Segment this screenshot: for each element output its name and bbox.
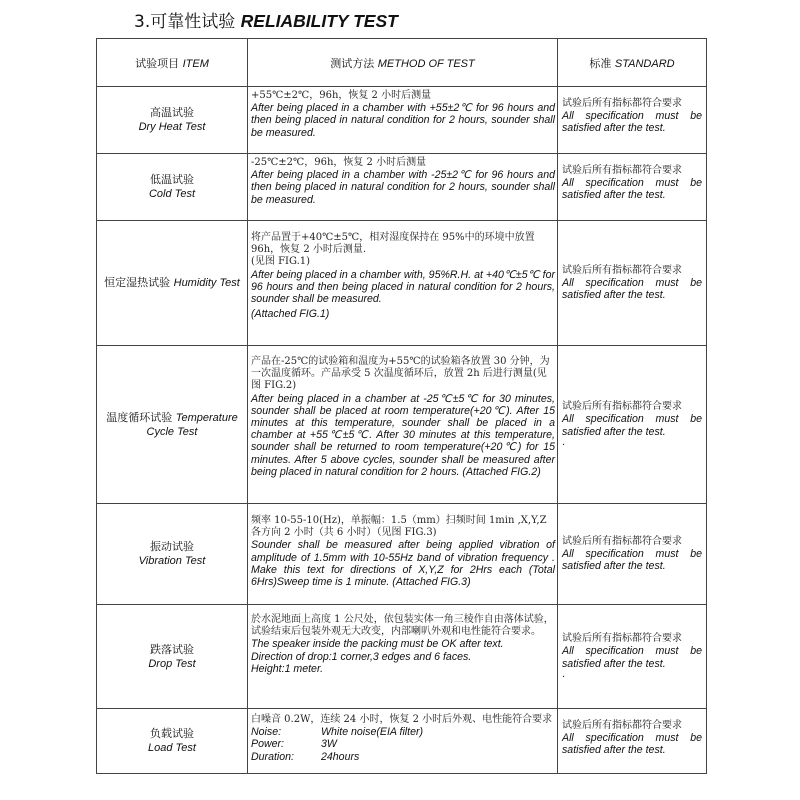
item-zh: 振动试验 <box>150 540 194 553</box>
header-item-zh: 试验项目 <box>135 56 180 70</box>
standard-cell <box>558 709 707 774</box>
standard-en: All specification must be satisfied after the test. <box>562 177 702 202</box>
method-zh-fig: (见图 FIG.1) <box>251 256 311 268</box>
standard-zh: 试验后所有指标都符合要求 <box>562 264 682 276</box>
method-cell <box>248 605 558 709</box>
reliability-test-table <box>96 38 707 774</box>
method-en: After being placed in a chamber with +55±2℃ for 96 hours and then being placed in natural condition for 2 hours, sounder shall be measured. <box>251 102 555 139</box>
item-en: Cold Test <box>148 188 196 200</box>
method-zh: 白噪音 0.2W，连续 24 小时，恢复 2 小时后外观、电性能符合要求 <box>251 714 553 725</box>
method-en: After being placed in a chamber at -25℃±5℃ for 30 minutes, sounder shall be placed at room temperature(+20℃). After 15 minutes at this temperature, sounder shall be placed in a chamber at +55℃±5℃. After 30 minutes at this temperature, sounder shall be returned to room temperature(+20℃) for 15 minutes. After 5 above cycles, sounder shall be measured after being placed in natural condition for 2 hours. (Attached FIG.2) <box>251 392 555 478</box>
load-spec-row <box>251 738 555 750</box>
item-en: Humidity Test <box>173 277 240 289</box>
section-title <box>134 7 398 32</box>
table-row <box>97 221 707 346</box>
method-en: Sounder shall be measured after being applied vibration of amplitude of 1.5mm with 10-55Hz band of vibration frequency . Make this text for directions of X,Y,Z for 2Hrs each (Total 6Hrs)Sweep time is 1 minute. (Attached FIG.3) <box>251 539 555 589</box>
item-cell <box>97 346 248 504</box>
method-zh: 频率 10-55-10(Hz)，单振幅：1.5（mm）扫频时间 1min ,X,Y,Z 各方向 2 小时（共 6 小时）（见图 FIG.3) <box>251 515 547 539</box>
item-cell <box>97 605 248 709</box>
method-zh: -25℃±2℃，96h，恢复 2 小时后测量 <box>251 157 427 168</box>
load-spec-row <box>251 726 555 738</box>
item-cell <box>97 87 248 154</box>
standard-extra-mark: . <box>562 436 566 448</box>
method-cell <box>248 346 558 504</box>
standard-cell <box>558 87 707 154</box>
header-standard-zh: 标准 <box>589 56 612 70</box>
header-item-en: ITEM <box>182 57 209 70</box>
method-cell <box>248 221 558 346</box>
table-row <box>97 605 707 709</box>
item-en: Temperature Cycle Test <box>146 411 238 438</box>
load-spec-value: 3W <box>321 738 337 751</box>
table-row <box>97 709 707 774</box>
standard-cell <box>558 221 707 346</box>
item-zh: 温度循环试验 <box>106 410 173 424</box>
header-method-en: METHOD OF TEST <box>377 57 475 70</box>
item-en: Drop Test <box>148 657 196 670</box>
standard-en: All specification must be satisfied after the test. <box>562 645 702 670</box>
standard-zh: 试验后所有指标都符合要求 <box>562 633 682 645</box>
method-zh: 将产品置于+40℃±5℃，相对湿度保持在 95%中的环境中放置 96h，恢复 2 小时后测量. <box>251 232 535 256</box>
standard-cell <box>558 504 707 605</box>
item-zh: 负载试验 <box>150 727 194 740</box>
method-en: After being placed in a chamber with, 95%R.H. at +40℃±5℃ for 96 hours and then being placed in natural condition for 2 hours, sounder shall be measured. <box>251 268 555 306</box>
item-zh: 跌落试验 <box>150 642 194 656</box>
table-row <box>97 346 707 504</box>
method-zh: +55℃±2℃，96h，恢复 2 小时后测量 <box>251 90 432 101</box>
header-standard-en: STANDARD <box>614 57 675 70</box>
method-en-line: Direction of drop:1 corner,3 edges and 6 faces. <box>251 650 472 663</box>
method-en-line: Height:1 meter. <box>251 662 324 675</box>
section-title-zh: 3.可靠性试验 <box>134 12 236 32</box>
item-cell <box>97 154 248 221</box>
item-en: Dry Heat Test <box>138 121 206 133</box>
method-cell <box>248 154 558 221</box>
method-cell <box>248 709 558 774</box>
standard-extra-mark: . <box>562 668 566 680</box>
standard-zh: 试验后所有指标都符合要求 <box>562 535 682 547</box>
method-en: After being placed in a chamber with -25±2℃ for 96 hours and then being placed in natural condition for 2 hours, sounder shall be measured. <box>251 169 555 206</box>
table-row <box>97 504 707 605</box>
item-zh: 高温试验 <box>150 106 194 119</box>
standard-cell <box>558 346 707 504</box>
standard-en: All specification must be satisfied after the test. <box>562 413 702 438</box>
header-item <box>97 39 248 87</box>
header-method-zh: 测试方法 <box>330 56 375 70</box>
standard-zh: 试验后所有指标都符合要求 <box>562 98 682 109</box>
standard-zh: 试验后所有指标都符合要求 <box>562 401 682 413</box>
standard-cell <box>558 605 707 709</box>
item-zh: 恒定湿热试验 <box>104 276 171 289</box>
item-cell <box>97 504 248 605</box>
standard-cell <box>558 154 707 221</box>
standard-en: All specification must be satisfied after the test. <box>562 276 702 302</box>
load-spec-value: 24hours <box>321 750 360 763</box>
load-spec-key: Power: <box>251 738 284 751</box>
item-en: Vibration Test <box>138 555 206 567</box>
method-cell <box>248 87 558 154</box>
standard-en: All specification must be satisfied after the test. <box>562 547 702 573</box>
standard-zh: 试验后所有指标都符合要求 <box>562 720 682 731</box>
load-spec-value: White noise(EIA filter) <box>321 726 424 739</box>
method-zh: 於水泥地面上高度 1 公尺处，依包装实体一角三棱作自由落体试验，试验结束后包装外观无大改变，内部喇叭外观和电性能符合要求。 <box>251 614 554 638</box>
item-cell <box>97 709 248 774</box>
table-header-row <box>97 39 707 87</box>
table-row <box>97 154 707 221</box>
load-spec-key: Noise: <box>251 726 282 739</box>
item-zh: 低温试验 <box>150 173 194 186</box>
header-standard <box>558 39 707 87</box>
standard-zh: 试验后所有指标都符合要求 <box>562 165 682 176</box>
method-en-fig: (Attached FIG.1) <box>251 308 330 321</box>
standard-en: All specification must be satisfied after the test. <box>562 732 702 757</box>
item-en: Load Test <box>148 742 196 754</box>
header-method <box>248 39 558 87</box>
method-en-line: The speaker inside the packing must be OK after text. <box>251 638 504 651</box>
standard-en: All specification must be satisfied after the test. <box>562 110 702 135</box>
section-title-en: RELIABILITY TEST <box>240 11 398 31</box>
table-row <box>97 87 707 154</box>
method-zh: 产品在-25℃的试验箱和温度为+55℃的试验箱各放置 30 分钟，为一次温度循环。产品承受 5 次温度循环后，放置 2h 后进行测量(见图 FIG.2) <box>251 356 550 392</box>
load-spec-key: Duration: <box>251 750 294 763</box>
item-cell <box>97 221 248 346</box>
method-cell <box>248 504 558 605</box>
load-spec-row <box>251 751 555 763</box>
